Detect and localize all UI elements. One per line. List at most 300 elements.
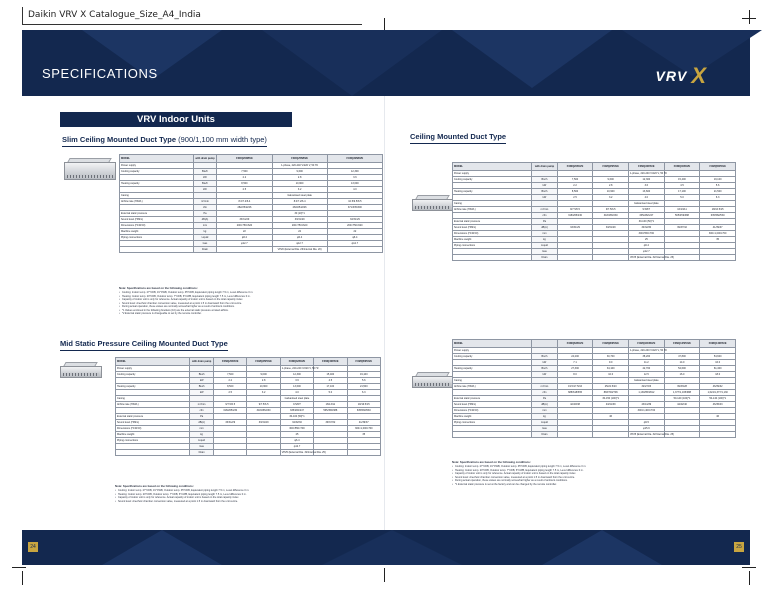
crop-mark [749,10,750,24]
spec-row-label: Heating capacity [453,189,532,195]
spec-row-label: Cooling capacity [116,372,190,378]
spec-value-cell: 30-150 (100)*1 [593,396,629,402]
spec-row-label: Sound level (H/M/L) [116,420,190,426]
spec-value-cell: 18.0 [700,372,736,378]
spec-value-cell: Galvanised steel plate [629,378,665,384]
spec-value-cell: 35 [700,237,736,243]
spec-value-cell: 1,130/953/812 [629,390,665,396]
spec-value-cell: φ6.4 [327,235,382,241]
spec-unit-cell: dB(A) [193,217,217,223]
spec-row [116,450,381,456]
spec-unit-cell: m³/min [193,199,217,205]
spec-unit-cell: Btu/h [190,384,214,390]
spec-column-header: MODEL [453,163,532,171]
spec-value-cell: 61,400 [700,366,736,372]
spec-value-cell: φ12.7 [217,241,272,247]
spec-value-cell: 2.8 [272,175,327,181]
spec-unit-cell: kg [190,432,214,438]
spec-value-cell: 3.6 [280,378,313,384]
spec-value-cell: φ15.9 [629,426,665,432]
spec-unit-cell: Pa [190,414,214,420]
spec-row-label: Machine weight [120,229,194,235]
spec-value-cell: 3.2 [593,195,629,201]
spec-value-cell: 9.0 [593,360,629,366]
spec-value-cell: 34/32/30 [280,420,313,426]
spec-unit-cell: Pa [532,219,557,225]
spec-row-label: Heating capacity [453,366,532,372]
spec-value-cell: 42,700 [629,366,665,372]
spec-value-cell: 9/7.5/6.5 [593,207,629,213]
spec-unit-cell: cfm [193,205,217,211]
spec-row-label: External static pressure [453,219,532,225]
spec-column-header: FXMQ40PAVE [664,163,700,171]
spec-value-cell: 1,624/1,377/1,130 [700,390,736,396]
spec-value-cell: 635/582/530 [700,213,736,219]
ceiling-duct-unit-image [412,195,454,211]
spec-unit-cell: Liquid [193,235,217,241]
spec-column-header: FXDQ32NBVE [327,155,382,163]
spec-value-cell: 883/794/706 [593,390,629,396]
spec-unit-cell: Gas [190,444,214,450]
spec-value-cell: 19,100 [700,177,736,183]
spec-value-cell: 16/13/11 [314,402,347,408]
spec-value-cell: 318/265/230 [593,213,629,219]
crop-mark [22,571,23,585]
spec-value-cell: 2.2 [214,378,247,384]
spec-value-cell [700,255,736,261]
spec-row-label: Machine weight [116,432,190,438]
spec-value-cell [347,450,380,456]
spec-row-label: Machine weight [453,237,532,243]
spec-unit-cell: cfm [190,408,214,414]
spec-row-label: Casing [116,396,190,402]
spec-value-cell: VP25 (External Dia. 32/Internal Dia. 25) [630,433,674,436]
spec-value-cell: 33/31/29 [327,217,382,223]
spec-row [120,247,383,253]
spec-value-cell: 5.0 [664,195,700,201]
spec-value-cell: 4.0 [629,195,665,201]
spec-column-header: MODEL [116,358,190,366]
logo-mark: X [691,63,706,88]
spec-value-cell: 33/31/29 [214,420,247,426]
spec-value-cell: 8.0 [557,372,593,378]
spec-value-cell: 6.3 [700,195,736,201]
note-item: • Capacity of indoor unit is only for reference. Actual capacity of indoor unit is based on the total capacity index. [452,472,736,476]
spec-unit-cell: mm [532,408,557,414]
note-item: • Heating: Indoor temp. 20°CDB, Outdoor temp. 7°CDB, 6°CWB, Equivalent piping length 7.5 m, Level difference 0 m. [115,493,381,497]
spec-value-cell: 21,500 [347,384,380,390]
spec-value-cell [557,255,593,261]
spec-value-cell: 25/22.5/20 [593,384,629,390]
spec-row-label: External static pressure [120,211,194,217]
spec-value-cell: 371/335/300 [327,205,382,211]
spec-value-cell: 14.0 [664,360,700,366]
spec-value-cell: 25 [280,432,313,438]
spec-value-cell: 50-140 (100)*1 [664,396,700,402]
spec-value-cell: φ9.5 [629,420,665,426]
spec-value-cell: φ12.7 [272,241,327,247]
note-item: • Capacity of indoor unit is only for reference. Actual capacity of indoor unit is based on the total capacity index. [115,496,381,500]
ceiling-duct-spec-table-lower [452,339,736,438]
spec-value-cell: 10,900 [593,189,629,195]
spec-column-header: FXMQ50PAVE [347,358,380,366]
spec-unit-cell: kW [532,360,557,366]
spec-unit-cell: m³/min [532,384,557,390]
spec-value-cell: 34,100 [593,366,629,372]
crop-mark [742,567,756,568]
spec-value-cell: 1-phase, 220-240 V/220 V, 50 Hz [630,349,667,352]
spec-row-label: Sound level (H/M/L) [453,402,532,408]
spec-value-cell: 43/41/39 [629,402,665,408]
spec-value-cell: φ6.4 [280,438,313,444]
spec-unit-cell: Gas [532,249,557,255]
spec-value-cell: 318/265/230 [247,408,280,414]
spec-unit-cell: Btu/h [193,181,217,187]
catalogue-spread [22,30,750,565]
spec-column-header: FXMQ20PAVE [214,358,247,366]
spec-value-cell: 16.0 [664,372,700,378]
note-item: • Heating: Indoor temp. 20°CDB, Outdoor temp. 7°CDB, 6°CWB, Equivalent piping length 7.5 m, Level difference 0 m. [452,469,736,473]
ceiling-duct-notes [452,461,736,486]
spec-value-cell: Galvanised steel plate [629,201,665,207]
spec-value-cell: 2.8 [247,378,280,384]
spec-value-cell: 335/282/247 [629,213,665,219]
slim-duct-title [62,135,267,144]
logo-text: VRV [655,68,688,84]
spec-value-cell: 46/45/43 [700,402,736,408]
note-item: • During actual operation, these values are normally somewhat higher as a result of ambient conditions. [119,305,381,309]
spec-unit-cell: dB(A) [532,402,557,408]
spec-value-cell: 12,300 [327,169,382,175]
spec-value-cell: 1-phase, 220-240 V/220 V, 50 Hz [281,367,319,370]
spec-value-cell: 22 [272,229,327,235]
spec-value-cell: 39/37/32 [314,420,347,426]
spec-row-label: External static pressure [116,414,190,420]
page-spine [384,96,385,530]
spec-unit-cell: kg [193,229,217,235]
spec-unit-cell: dB(A) [532,225,557,231]
spec-header-row [453,163,736,171]
spec-unit-cell: kg [532,414,557,420]
spec-column-header: FXDQ20NBVE [217,155,272,163]
spec-value-cell: 8.0/7.2/6.4 [272,199,327,205]
mid-static-notes [115,485,381,503]
spec-value-cell: 46 [700,414,736,420]
spec-unit-cell: Btu/h [532,354,557,360]
spec-value-cell: 15,400 [314,372,347,378]
spec-value-cell: 21,500 [700,189,736,195]
spec-unit-cell: Btu/h [532,177,557,183]
spec-value-cell: 17,100 [314,384,347,390]
mid-static-duct-unit-image [60,362,102,378]
spec-value-cell: 13,600 [327,181,382,187]
spec-value-cell: 2.5 [214,390,247,396]
spec-header-row [120,155,383,163]
spec-value-cell: 1-phase, 220-240 V/220 V, 50 Hz [272,163,327,169]
spec-column-header: FXMQ80PAVE [593,340,629,348]
spec-header-row [116,358,381,366]
spec-column-header: with drain pump [532,163,557,171]
spec-column-header: FXMQ25PAVE [247,358,280,366]
spec-value-cell: φ6.4 [272,235,327,241]
note-item: • *1 External static pressure is set at the factory and can be changed by the remote controller. [452,483,736,487]
spec-value-cell: 9/7.5/6.5 [247,402,280,408]
notes-title: Note: Specifications are based on the following conditions: [119,286,198,290]
spec-value-cell: 41/39/37 [347,420,380,426]
spec-value-cell: φ12.7 [280,444,313,450]
spec-column-header: with drain pump [190,358,214,366]
spec-row-label: Sound level (H/M/L) [120,217,194,223]
spec-unit-cell: Btu/h [193,169,217,175]
spec-row-label: Heating capacity [120,181,194,187]
spec-value-cell [700,432,736,438]
spec-value-cell [593,255,629,261]
spec-row-label: Piping connections [116,438,190,444]
spec-value-cell: 318/265/230 [214,408,247,414]
spec-value-cell: 9,600 [272,169,327,175]
spec-unit-cell: kW [532,372,557,378]
spec-value-cell [214,450,247,456]
slim-duct-title-text: Slim Ceiling Mounted Duct Type [62,135,177,144]
spec-value-cell [557,432,593,438]
spec-value-cell: φ12.7 [629,249,665,255]
spec-value-cell: 2.5 [557,195,593,201]
spec-value-cell: 7,500 [217,169,272,175]
spec-value-cell: 3.6 [327,175,382,181]
spec-value-cell: 17,100 [664,189,700,195]
spec-unit-cell: cfm [532,213,557,219]
spec-value-cell: 13,600 [629,189,665,195]
spec-value-cell: 8,500 [217,181,272,187]
spec-value-cell: 27,300 [557,366,593,372]
spec-row [453,432,736,438]
page-number-right: 25 [734,542,744,552]
spec-unit-cell: Btu/h [532,366,557,372]
spec-value-cell: 13,600 [280,384,313,390]
spec-row-label [453,432,532,438]
notes-title: Note: Specifications are based on the following conditions: [115,484,194,488]
note-item: • Sound level: Anechoic chamber conversion value, measured at a point 1.5 m downward from the unit centre. [115,500,381,504]
spec-value-cell: 200×750×620 [217,223,272,229]
spec-column-header: with drain pump [193,155,217,163]
spec-unit-cell: kW [193,187,217,193]
spec-value-cell: 11.2 [629,360,665,366]
spec-value-cell: 688/618/565 [557,390,593,396]
spec-value-cell: 8,500 [214,384,247,390]
spec-value-cell: 3.2 [272,187,327,193]
spec-value-cell: 39/37/32 [664,225,700,231]
note-item: • Cooling: Indoor temp. 27°CDB, 19°CWB, Outdoor temp. 35°CDB, Equivalent piping length 7.5 m, Level difference 0 m. [115,489,381,493]
spec-value-cell: 47,800 [664,354,700,360]
spec-value-cell: φ12.7 [327,241,382,247]
spec-value-cell: 41/39/37 [700,225,736,231]
spec-row-label: Power supply [116,366,190,372]
spec-column-header: FXMQ32PAVE [629,163,665,171]
spec-unit-cell: kW [190,378,214,384]
spec-unit-cell: mm [193,223,217,229]
spec-value-cell: 8.0/7.2/6.4 [217,199,272,205]
spec-row-label: Machine weight [453,414,532,420]
footer-band [22,530,750,565]
spec-value-cell: 2.8 [593,183,629,189]
spec-value-cell: 300×1,000×700 [700,231,736,237]
spec-value-cell: 24,200 [557,354,593,360]
spec-unit-cell: Drain [532,432,557,438]
spec-value-cell: 54,600 [664,366,700,372]
spec-row-label: Airflow rate (H/M/L) [116,402,190,408]
spec-row-label: Cooling capacity [120,169,194,175]
spec-value-cell: 2.5 [217,187,272,193]
spec-value-cell: 33/31/29 [217,217,272,223]
spec-value-cell: 300×1,000×700 [347,426,380,432]
spec-value-cell: 200×750×620 [327,223,382,229]
spec-value-cell: 9.5/8/7 [629,207,665,213]
spec-value-cell: 35 [347,432,380,438]
note-item: • Capacity of indoor unit is only for reference. Actual capacity of indoor unit is based on the total capacity index. [119,298,381,302]
mid-static-title-text: Mid Static Pressure Ceiling Mounted Duct Type [60,339,228,348]
spec-unit-cell: Gas [532,426,557,432]
spec-column-header: FXMQ20PAVE [557,163,593,171]
spec-value-cell: 4.0 [280,390,313,396]
spec-value-cell: 1-phase, 220-240 V/220 V, 50 Hz [630,172,667,175]
spec-column-header: FXMQ25PAVE [593,163,629,171]
spec-value-cell: 300×550×700 [280,426,313,432]
spec-value-cell: 4.0 [327,187,382,193]
spec-value-cell: 1,377/1,165/988 [664,390,700,396]
spec-column-header: FXDQ25NBVE [272,155,327,163]
mid-static-spec-table [115,357,381,456]
spec-value-cell: 10.0 [593,372,629,378]
spec-row [453,255,736,261]
spec-unit-cell: kW [532,195,557,201]
spec-value-cell: 54,600 [700,354,736,360]
spec-value-cell: 7.1 [557,360,593,366]
spec-value-cell: Galvanised steel plate [280,396,313,402]
spec-unit-cell: cfm [532,390,557,396]
spec-value-cell: 46/39/32 [700,384,736,390]
spec-row-label: Heating capacity [116,384,190,390]
spec-row-label [120,247,194,253]
spec-value-cell: 300×550×700 [629,231,665,237]
spec-row-label [453,255,532,261]
note-item: • Sound level: Anechoic chamber conversion value, measured at a point 1.5 m downward from the unit centre. [119,302,381,306]
crop-mark [12,567,26,568]
spec-value-cell: 30-100 (50)*1 [280,414,313,420]
spec-value-cell: 5.6 [347,378,380,384]
spec-value-cell: 8,500 [557,189,593,195]
spec-column-header: MODEL [453,340,532,348]
spec-value-cell: 300×1,400×700 [629,408,665,414]
spec-value-cell: 10.5/9.5/8.5 [327,199,382,205]
crop-mark [749,571,750,585]
spec-value-cell: 9,600 [593,177,629,183]
ceiling-duct-title-text: Ceiling Mounted Duct Type [410,132,507,141]
page-title: SPECIFICATIONS [42,66,158,81]
spec-value-cell: 30,700 [593,354,629,360]
vrv-x-logo [655,63,706,88]
spec-unit-cell: Pa [532,396,557,402]
spec-value-cell: 3.6 [629,183,665,189]
spec-column-header: FXMQ32PAVE [280,358,313,366]
spec-unit-cell: kW [190,390,214,396]
spec-unit-cell: m³/min [532,207,557,213]
slim-duct-subtitle: (900/1,100 mm width type) [176,135,267,144]
spec-value-cell: 9.5/8/7 [280,402,313,408]
spec-unit-cell: Btu/h [532,189,557,195]
spec-value-cell: Galvanised steel plate [272,193,327,199]
page-number-left: 24 [28,542,38,552]
slim-duct-notes [119,287,381,316]
spec-row-label: Airflow rate (H/M/L) [453,384,532,390]
spec-row-label: Cooling capacity [453,177,532,183]
spec-value-cell: 34/32/30 [629,225,665,231]
spec-value-cell: 2.2 [557,183,593,189]
spec-value-cell: 565/459/388 [314,408,347,414]
spec-column-header: FXMQ100PAVE [629,340,665,348]
spec-row-label: Airflow rate (H/M/L) [453,207,532,213]
spec-column-header: MODEL [120,155,194,163]
spec-value-cell: 10,900 [247,384,280,390]
spec-value-cell: 22 [327,229,382,235]
note-item: • During actual operation, these values are normally somewhat higher as a result of ambient conditions. [452,479,736,483]
spec-value-cell: 4.5 [314,378,347,384]
header-band [22,30,750,96]
spec-unit-cell: Drain [190,450,214,456]
spec-value-cell: 12,300 [629,177,665,183]
spec-row-label: Casing [453,201,532,207]
indoor-units-banner: VRV Indoor Units [60,112,292,127]
spec-unit-cell: kW [532,183,557,189]
spec-unit-cell: Pa [193,211,217,217]
spec-value-cell: φ6.4 [217,235,272,241]
spec-value-cell: 5.0 [314,390,347,396]
spec-row-label: Power supply [453,348,532,354]
spec-column-header [532,340,557,348]
spec-value-cell: 30 (10)*1 [272,211,327,217]
crop-mark [384,568,385,582]
note-item: • *1 Values enclosed in the following brackets (10) are the external static pressure at rated airflow. [119,309,381,313]
spec-row-label: Dimensions (H×W×D) [453,231,532,237]
spec-unit-cell: Liquid [532,420,557,426]
spec-value-cell: 22 [217,229,272,235]
spec-unit-cell: Liquid [532,243,557,249]
spec-value-cell: VP25 (External Dia. 32/Internal Dia. 25) [281,451,326,454]
spec-value-cell: VP20 (External Dia. 26/Internal Dia. 20) [272,247,327,253]
spec-value-cell: 5.6 [700,183,736,189]
spec-value-cell [593,432,629,438]
spec-row-label: Dimensions (H×W×D) [116,426,190,432]
spec-value-cell: 38,200 [629,354,665,360]
spec-row-label: Sound level (H/M/L) [453,225,532,231]
spec-row-label: Piping connections [453,420,532,426]
spec-value-cell: 9/7.5/6.5 [557,207,593,213]
spec-row-label: Power supply [120,163,194,169]
ceiling-duct-spec-table-upper [452,162,736,261]
spec-value-cell: 9/7.5/6.5 [214,402,247,408]
spec-unit-cell: Btu/h [190,372,214,378]
spec-unit-cell: Drain [532,255,557,261]
spec-value-cell [247,450,280,456]
spec-unit-cell: Liquid [190,438,214,444]
spec-value-cell: 33/31/29 [557,225,593,231]
spec-header-row [453,340,736,348]
note-item: • Heating: Indoor temp. 20°CDB, Outdoor temp. 7°CDB, 6°CWB, Equivalent piping length 7.5 m, Level difference 0 m. [119,295,381,299]
spec-value-cell: 46 [593,414,629,420]
spec-value-cell: 282/254/226 [272,205,327,211]
spec-value-cell: 4.5 [664,183,700,189]
spec-value-cell: 25 [629,237,665,243]
note-item: • Cooling: Indoor temp. 27°CDB, 19°CWB, Outdoor temp. 35°CDB, Equivalent piping length 7.5 m, Level difference 0 m. [119,291,381,295]
